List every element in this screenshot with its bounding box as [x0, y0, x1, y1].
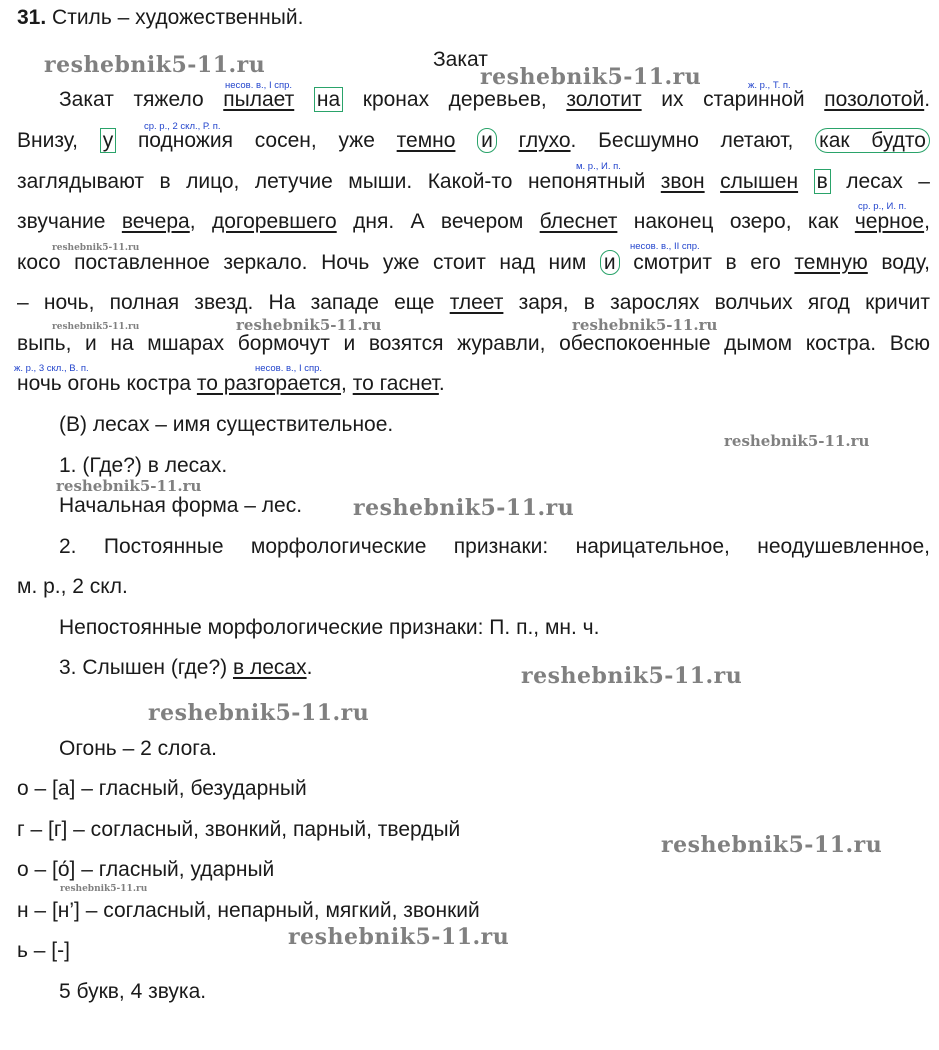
- analysis-point-3: 3. Слышен (где?) в лесах.: [59, 656, 313, 679]
- phonetic-summary: 5 букв, 4 звука.: [59, 980, 207, 1003]
- phonetic-row-1: о – [а] – гласный, безударный: [17, 777, 307, 800]
- text-line-5: косо поставленное зеркало. Ночь уже стоит над ним и смотрит в его темную воду,: [17, 251, 930, 274]
- watermark: reshebnik5-11.ru: [661, 832, 883, 858]
- phonetic-row-4: н – [н’] – согласный, непарный, мягкий, звонкий: [17, 899, 480, 922]
- note-vsyu: ж. р., 3 скл., В. п.: [14, 363, 89, 374]
- watermark: reshebnik5-11.ru: [52, 322, 140, 332]
- exercise-heading: [17, 6, 303, 30]
- watermark: reshebnik5-11.ru: [44, 52, 266, 78]
- phonetic-title: Огонь – 2 слога.: [59, 737, 217, 760]
- phonetic-row-5: ь – [-]: [17, 939, 70, 962]
- note-razgoraetsya: несов. в., I спр.: [255, 363, 323, 374]
- note-pylaet: несов. в., I спр.: [225, 80, 293, 91]
- note-pozolotoy: ж. р., Т. п.: [748, 80, 791, 91]
- watermark: reshebnik5-11.ru: [52, 243, 140, 253]
- watermark: reshebnik5-11.ru: [288, 924, 510, 950]
- text-line-4: звучание вечера, догоревшего дня. А вечером блеснет наконец озеро, как черное,: [17, 210, 930, 233]
- note-zvon: м. р., И. п.: [576, 161, 621, 172]
- note-podnozhiya: ср. р., 2 скл., Р. п.: [144, 121, 221, 132]
- preposition-na: на: [314, 87, 343, 112]
- watermark: reshebnik5-11.ru: [521, 663, 743, 689]
- preposition-u: у: [100, 128, 117, 153]
- text-line-1: Закат тяжело пылает на кронах деревьев, золотит их старинной позолотой.: [59, 88, 931, 111]
- conjunction-i: и: [477, 128, 497, 153]
- conjunction-i-2: и: [600, 250, 620, 275]
- text-line-7: выпь, и на мшарах бормочут и возятся журавли, обеспокоенные дымом костра. Всю: [17, 332, 930, 355]
- watermark: reshebnik5-11.ru: [353, 495, 575, 521]
- text-line-8: ночь огонь костра то разгорается, то гаснет.: [17, 372, 445, 395]
- analysis-nonconstant: Непостоянные морфологические признаки: П. п., мн. ч.: [59, 616, 600, 639]
- watermark: reshebnik5-11.ru: [60, 884, 148, 894]
- watermark: reshebnik5-11.ru: [724, 432, 870, 450]
- watermark: reshebnik5-11.ru: [480, 64, 702, 90]
- preposition-v: в: [814, 169, 831, 194]
- text-line-2: Внизу, у подножия сосен, уже темно и глухо. Бесшумно летают, как будто: [17, 129, 930, 153]
- analysis-initial-form: Начальная форма – лес.: [59, 494, 303, 517]
- watermark: reshebnik5-11.ru: [572, 316, 718, 334]
- phonetic-row-2: г – [г] – согласный, звонкий, парный, твердый: [17, 818, 461, 841]
- phonetic-row-3: о – [о́] – гласный, ударный: [17, 858, 275, 881]
- exercise-style: Стиль – художественный.: [52, 6, 304, 29]
- watermark: reshebnik5-11.ru: [236, 316, 382, 334]
- text-line-6: – ночь, полная звезд. На западе еще тлеет заря, в зарослях волчьих ягод кричит: [17, 291, 931, 314]
- watermark: reshebnik5-11.ru: [56, 477, 202, 495]
- analysis-point-2-cont: м. р., 2 скл.: [17, 575, 128, 598]
- note-chernoe: ср. р., И. п.: [858, 201, 907, 212]
- text-title: Закат: [433, 48, 488, 71]
- note-smotrit: несов. в., II спр.: [630, 241, 700, 252]
- analysis-point-2: 2. Постоянные морфологические признаки: нарицательное, неодушевленное,: [59, 535, 930, 558]
- text-line-3: заглядывают в лицо, летучие мыши. Какой-то непонятный звон слышен в лесах –: [17, 170, 930, 193]
- analysis-point-1: 1. (Где?) в лесах.: [59, 454, 228, 477]
- analysis-title: (В) лесах – имя существительное.: [59, 413, 394, 436]
- watermark: reshebnik5-11.ru: [148, 700, 370, 726]
- exercise-number: 31.: [17, 6, 47, 29]
- conjunction-kak-budto: как будто: [815, 128, 930, 153]
